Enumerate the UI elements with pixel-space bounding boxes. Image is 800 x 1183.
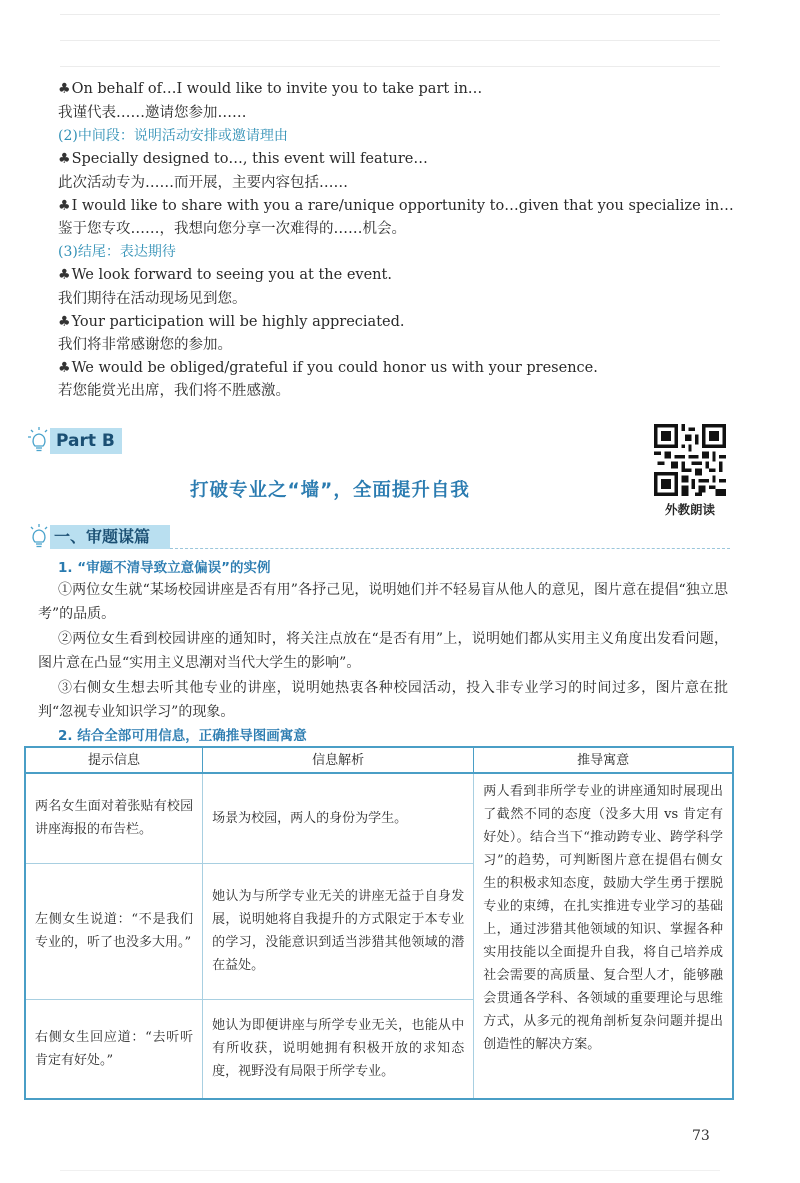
club-icon: ♣ bbox=[58, 360, 71, 376]
faded-header-lines bbox=[60, 0, 720, 80]
phrase-en-4: ♣We look forward to seeing you at the event. bbox=[58, 267, 392, 283]
column-header: 提示信息 bbox=[25, 747, 203, 773]
club-icon: ♣ bbox=[58, 314, 71, 330]
lightbulb-icon bbox=[28, 523, 50, 549]
subheading-1: 1. “审题不清导致立意偏误”的实例 bbox=[58, 560, 271, 576]
phrase-en-5: ♣Your participation will be highly appreciated. bbox=[58, 314, 405, 330]
cue-cell: 左侧女生说道：“不是我们专业的，听了也没多大用。” bbox=[25, 863, 203, 999]
phrase-en-3: ♣I would like to share with you a rare/unique opportunity to…given that you specialize in… bbox=[58, 198, 734, 214]
page-number: 73 bbox=[692, 1128, 710, 1144]
section-heading-ending: (3)结尾：表达期待 bbox=[58, 244, 176, 260]
analysis-cell: 场景为校园，两人的身份为学生。 bbox=[203, 773, 474, 863]
phrase-en-6: ♣We would be obliged/grateful if you could honor us with your presence. bbox=[58, 360, 598, 376]
table-row bbox=[25, 773, 733, 863]
qr-caption: 外教朗读 bbox=[664, 502, 715, 517]
club-icon: ♣ bbox=[58, 198, 71, 214]
example-paragraph-3: ③右侧女生想去听其他专业的讲座，说明她热衷各种校园活动，投入非专业学习的时间过多，图片意在批判“忽视专业知识学习”的现象。 bbox=[38, 680, 728, 720]
section-heading-middle: (2)中间段：说明活动安排或邀请理由 bbox=[58, 128, 288, 144]
phrase-zh-1: 我谨代表……邀请您参加…… bbox=[58, 105, 247, 121]
club-icon: ♣ bbox=[58, 81, 71, 97]
footer-line bbox=[60, 1170, 720, 1171]
column-header: 推导寓意 bbox=[474, 747, 733, 773]
analysis-cell: 她认为与所学专业无关的讲座无益于自身发展，说明她将自我提升的方式限定于本专业的学习，没能意识到适当涉猎其他领域的潜在益处。 bbox=[203, 863, 474, 999]
lightbulb-icon bbox=[28, 426, 50, 454]
club-icon: ♣ bbox=[58, 267, 71, 283]
column-header: 信息解析 bbox=[203, 747, 474, 773]
dashed-divider bbox=[170, 548, 730, 549]
meaning-cell: 两人看到非所学专业的讲座通知时展现出了截然不同的态度（没多大用 vs 肯定有好处）。结合当下“推动跨专业、跨学科学习”的趋势，可判断图片意在提倡右侧女生的积极求知态度，鼓励大学生勇于摆脱专业的束缚，在扎实推进专业学习的基础上，通过涉猎其他领域的知识、掌握各种实用技能以全面提升自我，将自己培养成社会需要的高质量、复合型人才，能够融会贯通各学科、各领域的重要理论与思维方式，从多元的视角剖析复杂问题并提出创造性的解决方案。 bbox=[474, 773, 733, 1099]
phrase-en-2: ♣Specially designed to…, this event will feature… bbox=[58, 151, 428, 167]
example-paragraph-2: ②两位女生看到校园讲座的通知时，将关注点放在“是否有用”上，说明她们都从实用主义角度出发看问题，图片意在凸显“实用主义思潮对当代大学生的影响”。 bbox=[38, 631, 728, 671]
phrase-zh-5: 我们将非常感谢您的参加。 bbox=[58, 337, 232, 353]
analysis-table bbox=[24, 746, 734, 1100]
cue-cell: 两名女生面对着张贴有校园讲座海报的布告栏。 bbox=[25, 773, 203, 863]
example-paragraph-1: ①两位女生就“某场校园讲座是否有用”各抒己见，说明她们并不轻易盲从他人的意见，图片意在提倡“独立思考”的品质。 bbox=[38, 582, 728, 622]
phrase-zh-2: 此次活动专为……而开展，主要内容包括…… bbox=[58, 175, 348, 191]
phrase-zh-3: 鉴于您专攻……，我想向您分享一次难得的……机会。 bbox=[58, 221, 406, 237]
subheading-2: 2. 结合全部可用信息，正确推导图画寓意 bbox=[58, 728, 307, 744]
cue-cell: 右侧女生回应道：“去听听肯定有好处。” bbox=[25, 999, 203, 1099]
section-title: 打破专业之“墙”，全面提升自我 bbox=[190, 480, 470, 501]
table-header-row bbox=[25, 747, 733, 773]
phrase-zh-4: 我们期待在活动现场见到您。 bbox=[58, 291, 247, 307]
analysis-cell: 她认为即便讲座与所学专业无关，也能从中有所收获，说明她拥有积极开放的求知态度，视野没有局限于所学专业。 bbox=[203, 999, 474, 1099]
qr-code-icon[interactable] bbox=[654, 424, 726, 496]
club-icon: ♣ bbox=[58, 151, 71, 167]
phrase-zh-6: 若您能赏光出席，我们将不胜感激。 bbox=[58, 383, 290, 399]
part-b-tag: Part B bbox=[50, 428, 122, 454]
section-tag-analysis: 一、审题谋篇 bbox=[50, 525, 170, 549]
phrase-en-1: ♣On behalf of…I would like to invite you to take part in… bbox=[58, 81, 483, 97]
